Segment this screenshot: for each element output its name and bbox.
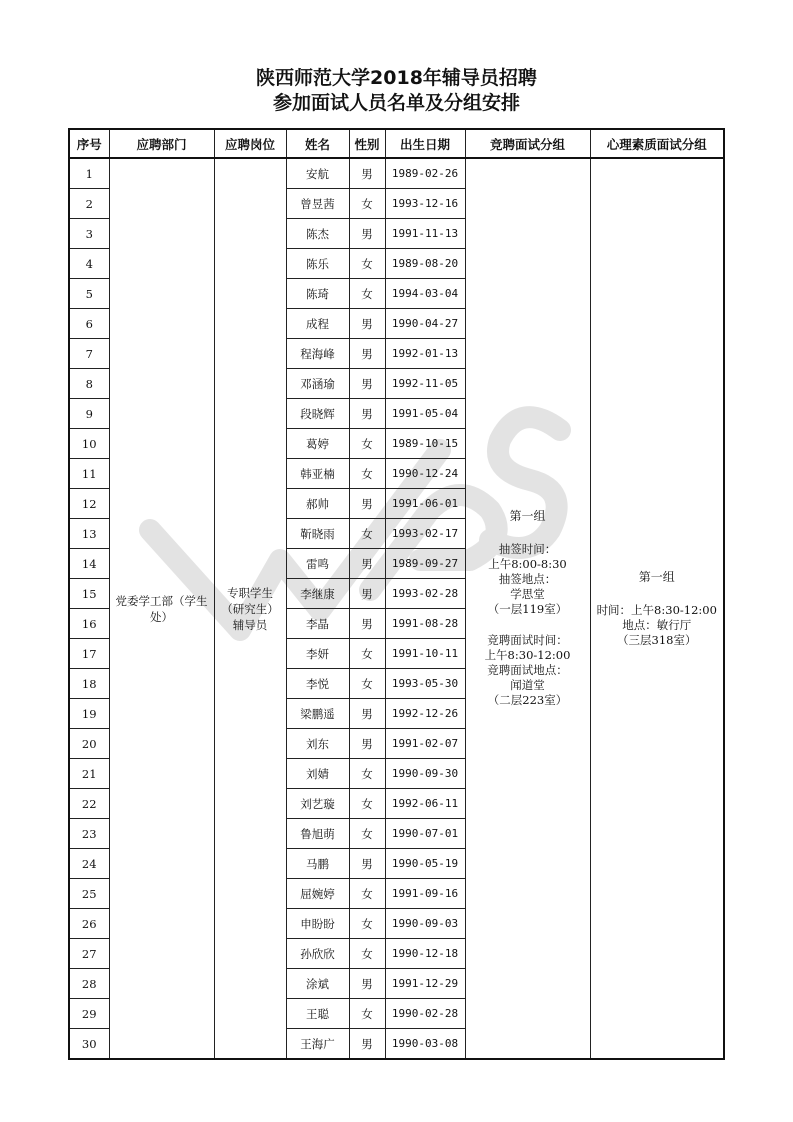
- candidate-name: 刘艺璇: [286, 789, 349, 819]
- candidate-gender: 女: [349, 789, 385, 819]
- candidate-dob: 1990-12-18: [385, 939, 465, 969]
- row-number: 6: [69, 309, 109, 339]
- row-number: 21: [69, 759, 109, 789]
- psych-group-line: 时间：上午8:30-12:00: [596, 602, 717, 617]
- candidate-table: [68, 128, 725, 1060]
- candidate-dob: 1990-04-27: [385, 309, 465, 339]
- candidate-gender: 女: [349, 519, 385, 549]
- candidate-dob: 1992-11-05: [385, 369, 465, 399]
- row-number: 11: [69, 459, 109, 489]
- candidate-gender: 男: [349, 219, 385, 249]
- candidate-gender: 女: [349, 879, 385, 909]
- row-number: 3: [69, 219, 109, 249]
- row-number: 25: [69, 879, 109, 909]
- row-number: 27: [69, 939, 109, 969]
- candidate-name: 成程: [286, 309, 349, 339]
- row-number: 1: [69, 158, 109, 189]
- row-number: 26: [69, 909, 109, 939]
- candidate-gender: 男: [349, 849, 385, 879]
- candidate-gender: 男: [349, 579, 385, 609]
- candidate-dob: 1994-03-04: [385, 279, 465, 309]
- interview-group-line: 抽签时间：: [498, 542, 557, 556]
- candidate-dob: 1992-06-11: [385, 789, 465, 819]
- row-number: 9: [69, 399, 109, 429]
- candidate-name: 王聪: [286, 999, 349, 1029]
- document-title: 陕西师范大学2018年辅导员招聘: [256, 67, 537, 89]
- candidate-name: 李晶: [286, 609, 349, 639]
- interview-group-line: 上午8:30-12:00: [484, 648, 571, 662]
- interview-group-line: 闻道堂: [510, 678, 545, 692]
- candidate-name: 梁鹏遥: [286, 699, 349, 729]
- row-number: 16: [69, 609, 109, 639]
- row-number: 2: [69, 189, 109, 219]
- candidate-gender: 男: [349, 369, 385, 399]
- candidate-name: 陈琦: [286, 279, 349, 309]
- table-row: [69, 158, 724, 189]
- candidate-dob: 1989-10-15: [385, 429, 465, 459]
- interview-group-line: 竞聘面试时间：: [487, 633, 568, 647]
- row-number: 10: [69, 429, 109, 459]
- candidate-dob: 1992-12-26: [385, 699, 465, 729]
- position-cell: 专职学生（研究生）辅导员: [214, 158, 286, 1059]
- psych-group-line: 地点：敏行厅: [622, 617, 692, 632]
- candidate-dob: 1990-09-03: [385, 909, 465, 939]
- candidate-dob: 1989-02-26: [385, 158, 465, 189]
- document-subtitle: 参加面试人员名单及分组安排: [272, 92, 520, 114]
- interview-group-line: [468, 617, 588, 633]
- candidate-name: 李悦: [286, 669, 349, 699]
- candidate-dob: 1991-09-16: [385, 879, 465, 909]
- candidate-name: 邓涵瑜: [286, 369, 349, 399]
- header-name: 姓名: [286, 129, 349, 158]
- interview-group-line: 竞聘面试地点：: [487, 663, 568, 677]
- row-number: 5: [69, 279, 109, 309]
- row-number: 12: [69, 489, 109, 519]
- row-number: 15: [69, 579, 109, 609]
- candidate-name: 陈杰: [286, 219, 349, 249]
- interview-group-cell: [465, 158, 590, 1059]
- candidate-dob: 1991-12-29: [385, 969, 465, 999]
- interview-group-line: 上午8:00-8:30: [488, 557, 567, 571]
- psych-group-cell: [590, 158, 724, 1059]
- candidate-gender: 女: [349, 999, 385, 1029]
- candidate-dob: 1992-01-13: [385, 339, 465, 369]
- candidate-name: 鲁旭萌: [286, 819, 349, 849]
- candidate-name: 王海广: [286, 1029, 349, 1060]
- candidate-dob: 1991-06-01: [385, 489, 465, 519]
- candidate-dob: 1993-12-16: [385, 189, 465, 219]
- candidate-gender: 男: [349, 729, 385, 759]
- row-number: 22: [69, 789, 109, 819]
- row-number: 18: [69, 669, 109, 699]
- header-dob: 出生日期: [385, 129, 465, 158]
- interview-group-line: （二层223室）: [487, 693, 568, 707]
- table-header-row: [69, 129, 724, 158]
- candidate-dob: 1991-05-04: [385, 399, 465, 429]
- candidate-dob: 1991-11-13: [385, 219, 465, 249]
- candidate-name: 葛婷: [286, 429, 349, 459]
- candidate-dob: 1990-05-19: [385, 849, 465, 879]
- candidate-gender: 女: [349, 429, 385, 459]
- row-number: 17: [69, 639, 109, 669]
- candidate-gender: 女: [349, 819, 385, 849]
- candidate-dob: 1993-05-30: [385, 669, 465, 699]
- candidate-dob: 1990-02-28: [385, 999, 465, 1029]
- row-number: 20: [69, 729, 109, 759]
- candidate-gender: 女: [349, 189, 385, 219]
- candidate-name: 涂斌: [286, 969, 349, 999]
- candidate-name: 安航: [286, 158, 349, 189]
- candidate-name: 郝帅: [286, 489, 349, 519]
- candidate-gender: 男: [349, 489, 385, 519]
- candidate-name: 申盼盼: [286, 909, 349, 939]
- row-number: 14: [69, 549, 109, 579]
- interview-group-title: 第一组: [509, 509, 546, 523]
- candidate-name: 屈婉婷: [286, 879, 349, 909]
- candidate-gender: 男: [349, 1029, 385, 1060]
- row-number: 23: [69, 819, 109, 849]
- candidate-dob: 1990-09-30: [385, 759, 465, 789]
- department-cell: 党委学工部（学生处）: [109, 158, 214, 1059]
- candidate-dob: 1991-08-28: [385, 609, 465, 639]
- candidate-name: 刘东: [286, 729, 349, 759]
- candidate-gender: 女: [349, 639, 385, 669]
- candidate-gender: 男: [349, 969, 385, 999]
- psych-group-line: （三层318室）: [617, 632, 697, 647]
- candidate-gender: 男: [349, 609, 385, 639]
- header-department: 应聘部门: [109, 129, 214, 158]
- candidate-dob: 1993-02-28: [385, 579, 465, 609]
- candidate-dob: 1993-02-17: [385, 519, 465, 549]
- row-number: 30: [69, 1029, 109, 1060]
- candidate-name: 马鹏: [286, 849, 349, 879]
- candidate-name: 段晓辉: [286, 399, 349, 429]
- row-number: 28: [69, 969, 109, 999]
- table-body: [69, 158, 724, 1059]
- row-number: 19: [69, 699, 109, 729]
- candidate-dob: 1989-08-20: [385, 249, 465, 279]
- candidate-gender: 男: [349, 339, 385, 369]
- psych-group-title: 第一组: [638, 569, 675, 584]
- header-position: 应聘岗位: [214, 129, 286, 158]
- candidate-name: 曾昱茜: [286, 189, 349, 219]
- candidate-name: 李继康: [286, 579, 349, 609]
- row-number: 7: [69, 339, 109, 369]
- candidate-gender: 男: [349, 549, 385, 579]
- candidate-gender: 男: [349, 699, 385, 729]
- candidate-gender: 女: [349, 759, 385, 789]
- candidate-name: 靳晓雨: [286, 519, 349, 549]
- candidate-gender: 男: [349, 399, 385, 429]
- row-number: 13: [69, 519, 109, 549]
- candidate-dob: 1991-02-07: [385, 729, 465, 759]
- header-psych-group: 心理素质面试分组: [590, 129, 724, 158]
- interview-group-line: 抽签地点：: [498, 572, 557, 586]
- header-gender: 性别: [349, 129, 385, 158]
- row-number: 8: [69, 369, 109, 399]
- candidate-name: 刘婧: [286, 759, 349, 789]
- interview-group-line: （一层119室）: [487, 602, 568, 616]
- candidate-name: 孙欣欣: [286, 939, 349, 969]
- candidate-gender: 女: [349, 279, 385, 309]
- row-number: 24: [69, 849, 109, 879]
- candidate-dob: 1990-07-01: [385, 819, 465, 849]
- candidate-gender: 女: [349, 459, 385, 489]
- row-number: 4: [69, 249, 109, 279]
- header-no: 序号: [69, 129, 109, 158]
- candidate-gender: 女: [349, 939, 385, 969]
- interview-group-line: 学思堂: [510, 587, 545, 601]
- candidate-name: 陈乐: [286, 249, 349, 279]
- candidate-name: 雷鸣: [286, 549, 349, 579]
- row-number: 29: [69, 999, 109, 1029]
- candidate-gender: 男: [349, 309, 385, 339]
- candidate-name: 李妍: [286, 639, 349, 669]
- candidate-dob: 1990-12-24: [385, 459, 465, 489]
- candidate-dob: 1990-03-08: [385, 1029, 465, 1060]
- candidate-dob: 1989-09-27: [385, 549, 465, 579]
- header-interview-group: 竞聘面试分组: [465, 129, 590, 158]
- candidate-gender: 男: [349, 158, 385, 189]
- candidate-gender: 女: [349, 909, 385, 939]
- candidate-name: 韩亚楠: [286, 459, 349, 489]
- candidate-gender: 女: [349, 669, 385, 699]
- candidate-name: 程海峰: [286, 339, 349, 369]
- candidate-dob: 1991-10-11: [385, 639, 465, 669]
- candidate-gender: 女: [349, 249, 385, 279]
